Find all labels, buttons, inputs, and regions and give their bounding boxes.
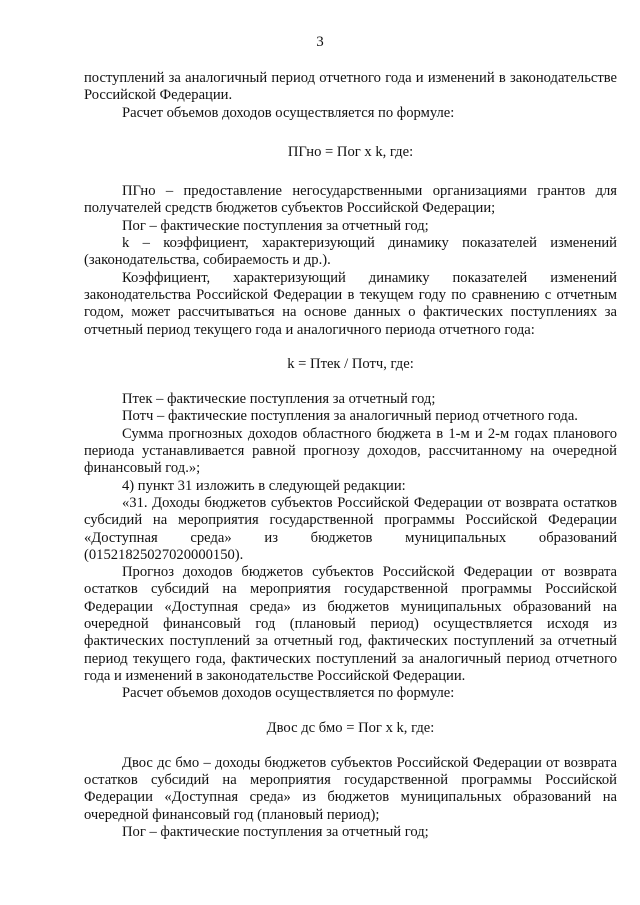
page-number: 3: [316, 34, 324, 50]
formula: Двос дс бмо = Пог x k, где:: [266, 719, 435, 736]
paragraph: Расчет объемов доходов осуществляется по формуле:: [122, 104, 455, 121]
formula: k = Птек / Потч, где:: [287, 355, 414, 372]
paragraph: Расчет объемов доходов осуществляется по формуле:: [122, 685, 455, 702]
paragraph: «31. Доходы бюджетов субъектов Российской Федерации от возврата остатков субсидий на мероприятия государственной программы Российской Федерации «Доступная среда» из бюджетов муниципальных образований (01521825027020000150).: [84, 494, 617, 563]
paragraph: k – коэффициент, характеризующий динамику показателей изменений (законодательства, собираемость и др.).: [84, 235, 617, 269]
paragraph: Пог – фактические поступления за отчетный год;: [122, 217, 429, 234]
paragraph: Коэффициент, характеризующий динамику показателей изменений законодательства Российской Федерации в текущем году по сравнению с отчетным годом, может рассчитываться на основе данных о фактических поступлениях за отчетный период текущего года и аналогичного периода отчетного года:: [84, 269, 617, 338]
paragraph: 4) пункт 31 изложить в следующей редакции:: [122, 477, 406, 494]
document-body: [84, 70, 617, 841]
paragraph: Птек – фактические поступления за отчетный год;: [122, 391, 436, 408]
paragraph: ПГно – предоставление негосударственными организациями грантов для получателей средств бюджетов субъектов Российской Федерации;: [84, 183, 617, 217]
paragraph: поступлений за аналогичный период отчетного года и изменений в законодательстве Российской Федерации.: [84, 70, 617, 104]
paragraph: Пог – фактические поступления за отчетный год;: [122, 823, 429, 840]
paragraph: Потч – фактические поступления за аналогичный период отчетного года.: [122, 408, 578, 425]
formula: ПГно = Пог x k, где:: [287, 143, 414, 160]
paragraph: Двос дс бмо – доходы бюджетов субъектов Российской Федерации от возврата остатков субсидий на мероприятия государственной программы Российской Федерации «Доступная среда» из бюджетов муниципальных образований на очередной финансовый год (плановый период);: [84, 754, 617, 823]
paragraph: Прогноз доходов бюджетов субъектов Российской Федерации от возврата остатков субсидий на мероприятия государственной программы Российской Федерации «Доступная среда» из бюджетов муниципальных образований на очередной финансовый год (плановый период) осуществляется исходя из фактических поступлений за отчетный год, фактических поступлений за отчетный период текущего года, фактических поступлений за аналогичный период отчетного года и изменений в законодательстве Российской Федерации.: [84, 564, 617, 684]
paragraph: Сумма прогнозных доходов областного бюджета в 1-м и 2-м годах планового периода устанавливается равной прогнозу доходов, рассчитанному на очередной финансовый год.»;: [84, 425, 617, 477]
